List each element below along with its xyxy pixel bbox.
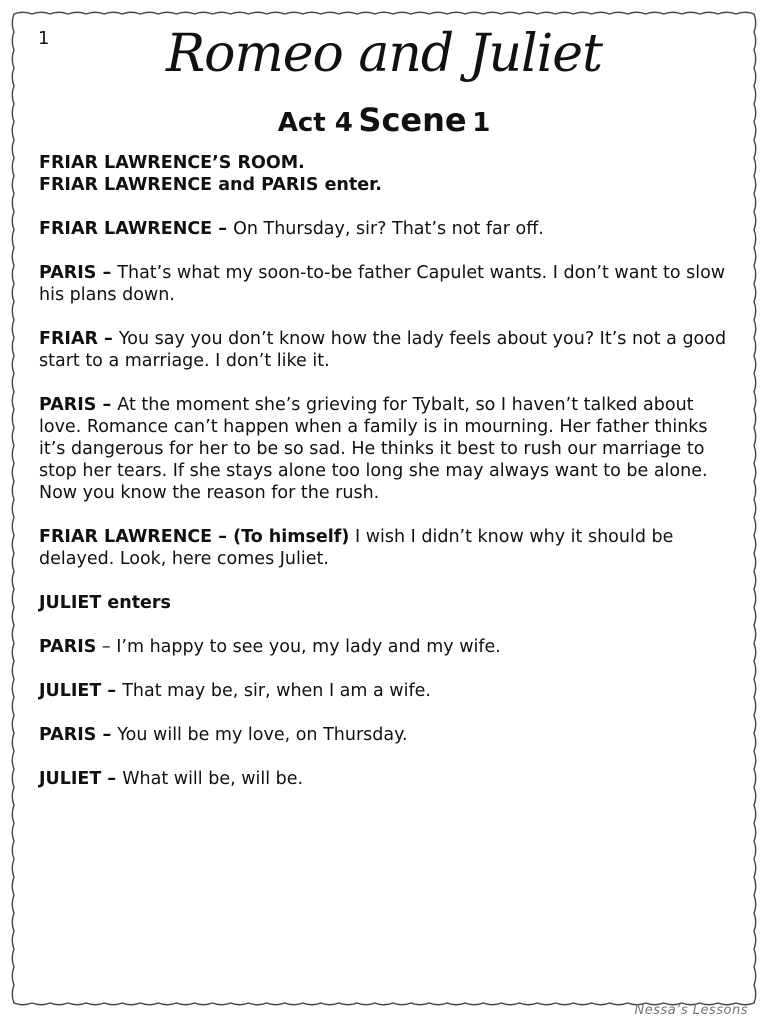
separator: – [96, 395, 118, 415]
separator: – [96, 637, 117, 657]
separator: – [212, 527, 234, 547]
separator: – [101, 769, 123, 789]
aside-direction: (To himself) [233, 527, 350, 547]
script-body [39, 152, 739, 790]
dialogue-line [39, 768, 739, 790]
speaker-name: PARIS [39, 637, 97, 657]
line-text: That may be, sir, when I am a wife. [122, 681, 431, 701]
speaker-name: PARIS [39, 725, 97, 745]
line-text: What will be, will be. [122, 769, 304, 789]
separator: – [97, 329, 119, 349]
speaker-name: FRIAR LAWRENCE [39, 219, 213, 239]
page-title: Romeo and Juliet [166, 24, 602, 84]
speaker-name: JULIET [39, 681, 102, 701]
scene-label: Scene [358, 101, 467, 139]
line-text: I wish I didn’t know why it should be delayed. Look, here comes Juliet. [39, 527, 674, 569]
page-number: 1 [38, 28, 50, 49]
line-text: At the moment she’s grieving for Tybalt, so I haven’t talked about love. Romance can’t happen when a family is in mourning. Her father thinks it’s dangerous for her to be so sad. He thinks it best to rush our marriage to stop her tears. If she stays alone too long she may always want to be alone. Now you know the reason for the rush. [39, 395, 708, 503]
separator: – [101, 681, 123, 701]
entrance-direction: FRIAR LAWRENCE and PARIS enter. [39, 175, 382, 195]
line-text: You say you don’t know how the lady feels about you? It’s not a good start to a marriage. I don’t like it. [39, 329, 727, 371]
line-text: On Thursday, sir? That’s not far off. [233, 219, 544, 239]
footer-credit: Nessa’s Lessons [634, 1003, 748, 1018]
speaker-name: PARIS [39, 263, 97, 283]
line-text: That’s what my soon-to-be father Capulet wants. I don’t want to slow his plans down. [39, 263, 726, 305]
line-text: You will be my love, on Thursday. [117, 725, 408, 745]
line-text: I’m happy to see you, my lady and my wife. [116, 637, 501, 657]
dialogue-line [39, 724, 739, 746]
juliet-enters-direction: JULIET enters [39, 593, 171, 613]
separator: – [96, 263, 118, 283]
dialogue-line [39, 394, 739, 504]
dialogue-line [39, 636, 739, 658]
stage-direction-block [39, 152, 739, 196]
separator: – [212, 219, 234, 239]
scene-number: 1 [472, 108, 491, 138]
separator: – [96, 725, 118, 745]
dialogue-line [39, 218, 739, 240]
act-scene-heading [0, 101, 768, 139]
speaker-name: JULIET [39, 769, 102, 789]
act-label: Act 4 [277, 108, 353, 138]
speaker-name: FRIAR LAWRENCE [39, 527, 213, 547]
dialogue-line [39, 680, 739, 702]
dialogue-line [39, 262, 739, 306]
setting-direction: FRIAR LAWRENCE’S ROOM. [39, 153, 305, 173]
speaker-name: PARIS [39, 395, 97, 415]
dialogue-line [39, 526, 739, 570]
speaker-name: FRIAR [39, 329, 98, 349]
dialogue-line [39, 328, 739, 372]
